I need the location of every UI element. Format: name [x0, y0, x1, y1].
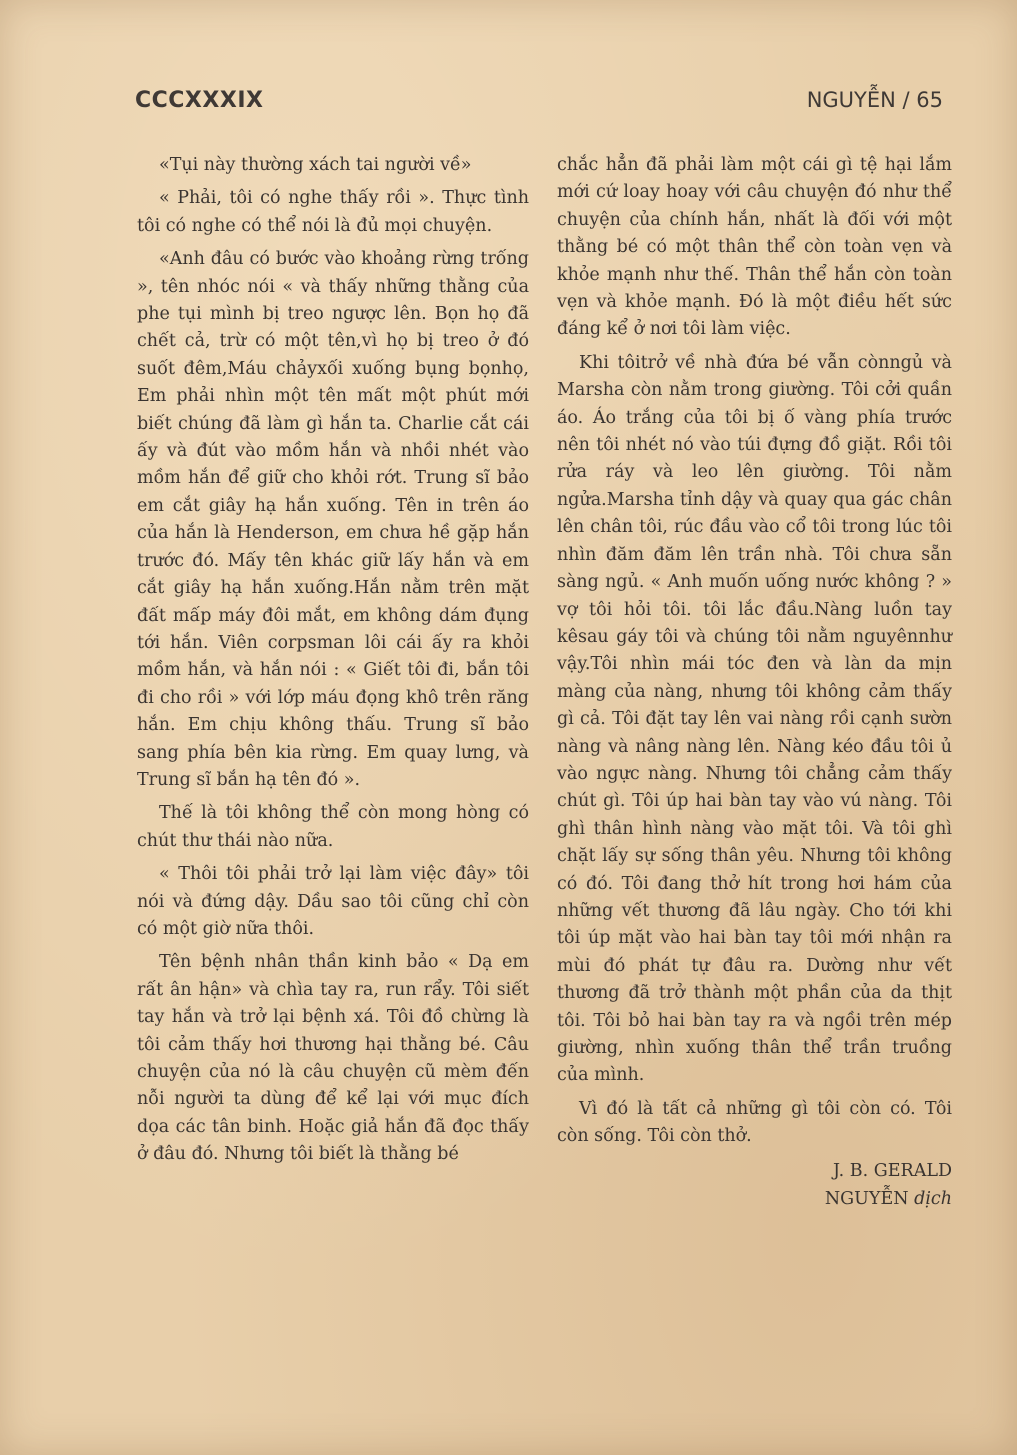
- paragraph: Tên bệnh nhân thần kinh bảo « Dạ em rất ân hận» và chìa tay ra, run rẩy. Tôi siết tay hắn và trở lại bệnh xá. Tôi đồ chừng là tôi cảm thấy hơi thương hại thằng bé. Câu chuyện của nó là câu chuyện cũ mèm đến nỗi người ta dùng để kể lại với mục đích dọa các tân binh. Hoặc giả hắn đã đọc thấy ở đâu đó. Nhưng tôi biết là thằng bé: [137, 952, 529, 1165]
- signature-block: [557, 1157, 952, 1213]
- paragraph: Khi tôitrở về nhà đứa bé vẫn cònngủ và Marsha còn nằm trong giường. Tôi cởi quần áo. Áo trắng của tôi bị ố vàng phía trước nên tôi nhét nó vào túi đựng đồ giặt. Rồi tôi rửa ráy và leo lên giường. Tôi nằm ngửa.Marsha tỉnh dậy và quay qua gác chân lên chân tôi, rúc đầu vào cổ tôi trong lúc tôi nhìn đăm đăm lên trần nhà. Tôi chưa sẵn sàng ngủ. « Anh muốn uống nước không ? » vợ tôi hỏi tôi. tôi lắc đầu.Nàng luồn tay kêsau gáy tôi và chúng tôi nằm nguyênnhư vậy.Tôi nhìn mái tóc đen và làn da mịn màng của nàng, nhưng tôi không cảm thấy gì cả. Tôi đặt tay lên vai nàng rồi cạnh sườn nàng và nâng nàng lên. Nàng kéo đầu tôi ủ vào ngực nàng. Nhưng tôi chẳng cảm thấy chút gì. Tôi úp hai bàn tay vào vú nàng. Tôi ghì thân hình nàng vào mặt tôi. Và tôi ghì chặt lấy sự sống thân yêu. Nhưng tôi không có đó. Tôi đang thở hít trong hơi hám của những vết thương đã lâu ngày. Cho tới khi tôi úp mặt vào hai bàn tay tôi mới nhận ra mùi đó phát tự đâu ra. Dường như vết thương đã trở thành một phần của da thịt tôi. Tôi bỏ hai bàn tay ra và ngồi trên mép giường, nhìn xuống thân thể trần truồng của mình.: [557, 352, 952, 1086]
- page-header-issue: CCCXXXIX: [135, 88, 264, 113]
- page-header-number: NGUYỄN / 65: [806, 88, 943, 112]
- paragraph: Vì đó là tất cả những gì tôi còn có. Tôi còn sống. Tôi còn thở.: [557, 1098, 952, 1147]
- translator-note: dịch: [914, 1188, 952, 1209]
- author-name: J. B. GERALD: [833, 1160, 952, 1181]
- paragraph: « Thôi tôi phải trở lại làm việc đây» tôi nói và đứng dậy. Dầu sao tôi cũng chỉ còn có một giờ nữa thôi.: [137, 864, 529, 939]
- paragraph: « Phải, tôi có nghe thấy rồi ». Thực tình tôi có nghe có thể nói là đủ mọi chuyện.: [137, 188, 529, 236]
- paragraph: «Anh đâu có bước vào khoảng rừng trống », tên nhóc nói « và thấy những thằng của phe tụi mình bị treo ngược lên. Bọn họ đã chết cả, trừ có một tên,vì họ bị treo ở đó suốt đêm,Máu chảyxối xuống bụng bọnhọ, Em phải nhìn một tên mất một phút mới biết chúng đã làm gì hắn ta. Charlie cắt cái ấy và đút vào mồm hắn và nhồi nhét vào mồm hắn để giữ cho khỏi rớt. Trung sĩ bảo em cắt giây hạ hắn xuống. Tên in trên áo của hắn là Henderson, em chưa hề gặp hắn trước đó. Mấy tên khác giữ lấy hắn và em cắt giây hạ hắn xuống.Hắn nằm trên mặt đất mấp máy đôi mắt, em không dám đụng tới hắn. Viên corpsman lôi cái ấy ra khỏi mồm hắn, và hắn nói : « Giết tôi đi, bắn tôi đi cho rồi » với lớp máu đọng khô trên răng hắn. Em chịu không thấu. Trung sĩ bảo sang phía bên kia rừng. Em quay lưng, và Trung sĩ bắn hạ tên đó ».: [137, 249, 529, 790]
- right-column: [557, 152, 952, 1213]
- paragraph: Thế là tôi không thể còn mong hòng có chút thư thái nào nữa.: [137, 803, 529, 851]
- translator-name: NGUYỄN: [824, 1188, 909, 1209]
- paragraph: «Tụi này thường xách tai người về»: [159, 155, 472, 175]
- left-column: [137, 152, 529, 1175]
- translator-line: [557, 1185, 952, 1213]
- paragraph: chắc hẳn đã phải làm một cái gì tệ hại lắm mới cứ loay hoay với câu chuyện đó như thể chuyện của chính hắn, nhất là đối với một thằng bé có một thân thể còn toàn vẹn và khỏe mạnh như thế. Thân thể hắn còn toàn vẹn và khỏe mạnh. Đó là một điều hết sức đáng kể ở nơi tôi làm việc.: [557, 155, 952, 340]
